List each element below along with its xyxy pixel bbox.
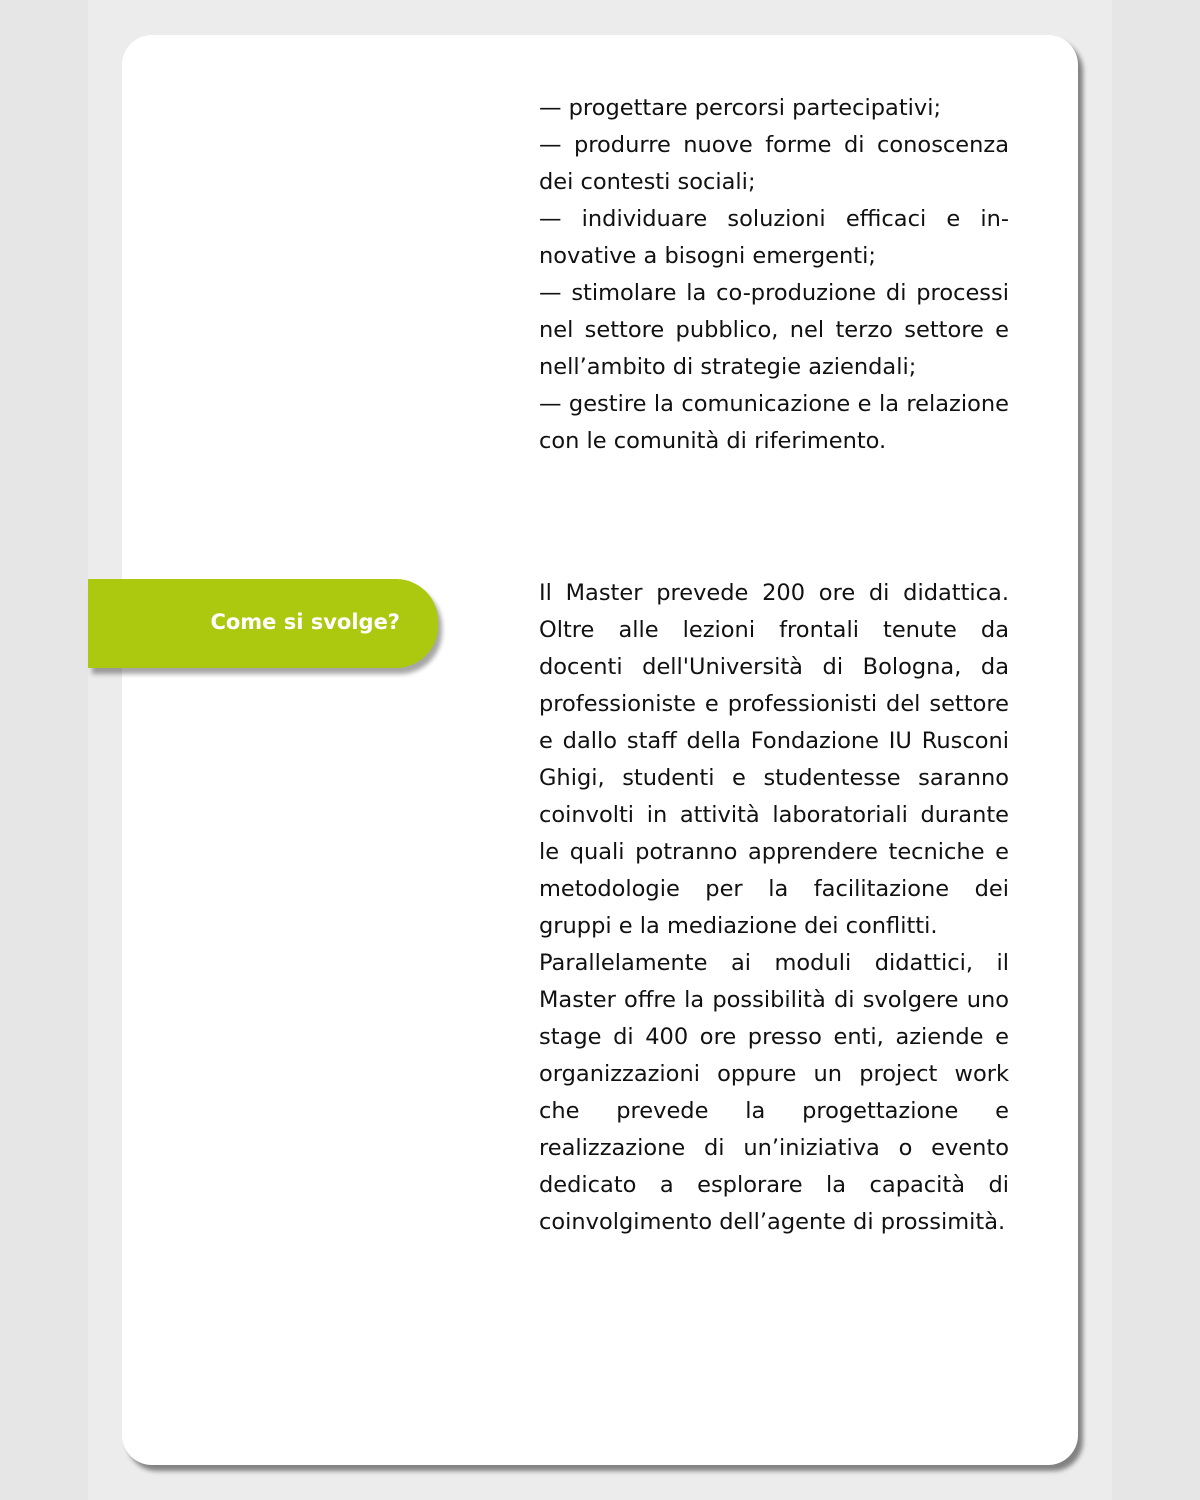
objectives-list xyxy=(539,90,1009,460)
list-item: — individuare soluzioni efficaci e innovative a bisogni emergenti; xyxy=(539,206,1009,269)
section-tab-label: Come si svolge? xyxy=(210,609,400,634)
list-item: — gestire la comunicazione e la relazione con le comunità di riferimento. xyxy=(539,391,1009,454)
list-item: — progettare percorsi partecipativi; xyxy=(539,95,942,121)
description-paragraph-1: Il Master prevede 200 ore di didattica. Oltre alle lezioni frontali tenute da docenti dell'Università di Bologna, da professioniste e professionisti del settore e dallo staff della Fondazione IU Rusconi Ghigi, studenti e studentesse saranno coinvolti in attività laboratoriali durante le quali potranno apprendere tecniche e metodologie per la facilitazione dei gruppi e la mediazione dei conflitti. xyxy=(539,580,1009,939)
list-item: — produrre nuove forme di conoscenza dei contesti sociali; xyxy=(539,132,1009,195)
section-tab-come-si-svolge xyxy=(88,579,438,668)
list-item: — stimolare la co-produzione di processi nel settore pubblico, nel terzo settore e nell’ambito di strategie aziendali; xyxy=(539,280,1009,380)
description-paragraph-2: Parallelamente ai moduli didattici, il Master offre la possibilità di svolgere uno stage di 400 ore presso enti, aziende e organizzazioni oppure un project work che prevede la progettazione e realizzazione di un’iniziativa o evento dedicato a esplorare la capacità di coinvolgimento dell’agente di prossimità. xyxy=(539,950,1009,1235)
description-text xyxy=(539,575,1009,1241)
